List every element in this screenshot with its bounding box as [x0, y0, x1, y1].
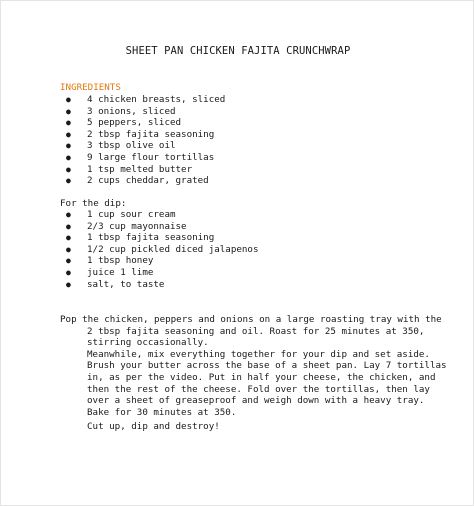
method-line: in, as per the video. Put in half your cheese, the chicken, and [87, 371, 436, 383]
bullet-icon: ● [66, 210, 71, 219]
list-item: ● 1 cup sour cream [66, 209, 176, 220]
bullet-icon: ● [66, 141, 71, 151]
list-item: ● salt, to taste [66, 278, 165, 290]
dip-heading: For the dip: [60, 198, 127, 209]
bullet-icon: ● [66, 256, 71, 266]
dip-list [60, 209, 258, 290]
method-line: over a sheet of greaseproof and weigh down with a heavy tray. [87, 395, 425, 407]
bullet-icon: ● [66, 176, 71, 186]
bullet-icon: ● [66, 233, 71, 243]
list-item: ● 2/3 cup mayonnaise [66, 220, 187, 232]
bullet-icon: ● [66, 267, 71, 277]
list-item: ● 4 chicken breasts, sliced [66, 94, 226, 105]
bullet-icon: ● [66, 152, 71, 162]
list-item: ● 1 tsp melted butter [66, 163, 193, 175]
bullet-icon: ● [66, 118, 71, 128]
list-item: ● 1 tbsp fajita seasoning [66, 232, 215, 244]
bullet-icon: ● [66, 106, 71, 116]
recipe-title: SHEET PAN CHICKEN FAJITA CRUNCHWRAP [125, 45, 351, 57]
list-item: ● 1/2 cup pickled diced jalapenos [66, 243, 259, 255]
method-text [60, 314, 470, 433]
method-line: Meanwhile, mix everything together for your dip and set aside. [87, 348, 430, 360]
list-item: ● 5 peppers, sliced [66, 117, 182, 129]
bullet-icon: ● [66, 95, 71, 104]
ingredients-list [60, 94, 225, 187]
bullet-icon: ● [66, 164, 71, 174]
method-line: stirring occasionally. [87, 337, 209, 349]
method-line: Brush your butter across the base of a sheet pan. Lay 7 tortillas [87, 360, 447, 372]
list-item: ● 3 tbsp olive oil [66, 140, 176, 152]
bullet-icon: ● [66, 129, 71, 139]
bullet-icon: ● [66, 279, 71, 289]
list-item: ● 2 cups cheddar, grated [66, 175, 209, 187]
method-line: then the rest of the cheese. Fold over the tortillas, then lay [87, 383, 430, 395]
list-item: ● 1 tbsp honey [66, 255, 154, 267]
list-item: ● 9 large flour tortillas [66, 151, 215, 163]
ingredients-heading: INGREDIENTS [60, 82, 121, 93]
bullet-icon: ● [66, 221, 71, 231]
list-item: ● 2 tbsp fajita seasoning [66, 128, 215, 140]
method-line: Pop the chicken, peppers and onions on a large roasting tray with the [60, 314, 442, 325]
method-line: 2 tbsp fajita seasoning and oil. Roast for 25 minutes at 350, [87, 325, 425, 337]
list-item: ● juice 1 lime [66, 266, 154, 278]
list-item: ● 3 onions, sliced [66, 105, 176, 117]
method-line: Bake for 30 minutes at 350. [87, 406, 237, 418]
method-line: Cut up, dip and destroy! [87, 421, 220, 433]
bullet-icon: ● [66, 244, 71, 254]
